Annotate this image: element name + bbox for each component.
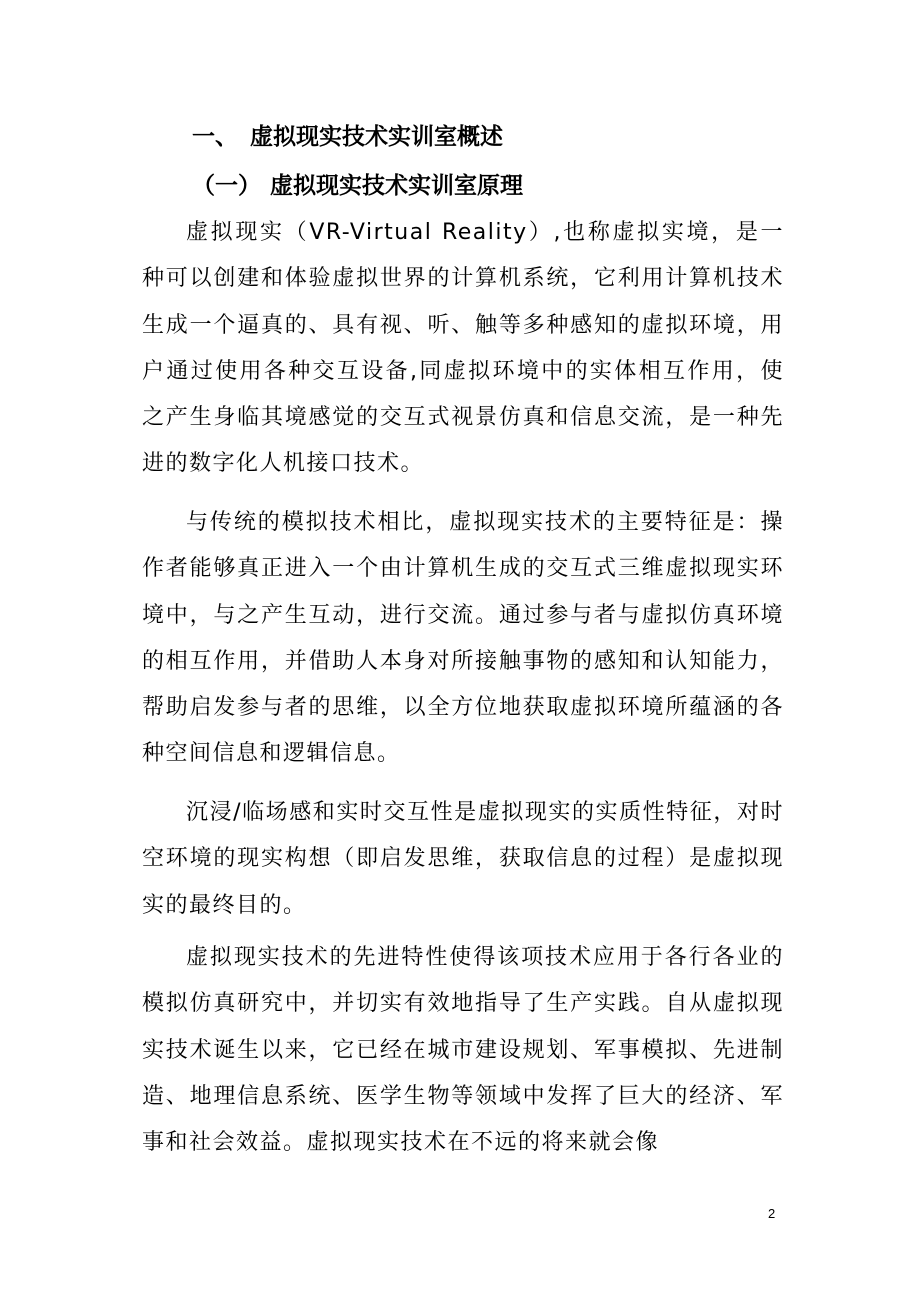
subsection-heading <box>192 169 523 203</box>
page-number: 2 <box>768 1206 776 1221</box>
paragraph-vr-definition: 虚拟现实（VR-Virtual Reality）,也称虚拟实境，是一种可以创建和体验虚拟世界的计算机系统，它利用计算机技术生成一个逼真的、具有视、听、触等多种感知的虚拟环境，用户通过使用各种交互设备,同虚拟环境中的实体相互作用，使之产生身临其境感觉的交互式视景仿真和信息交流，是一种先进的数字化人机接口技术。 <box>142 220 784 477</box>
subsection-title: 虚拟现实技术实训室原理 <box>270 173 523 199</box>
paragraph-vr-essence: 沉浸/临场感和实时交互性是虚拟现实的实质性特征，对时空环境的现实构想（即启发思维，获取信息的过程）是虚拟现实的最终目的。 <box>142 800 784 918</box>
section-title: 虚拟现实技术实训室概述 <box>250 124 503 150</box>
paragraph-vr-features: 与传统的模拟技术相比，虚拟现实技术的主要特征是：操作者能够真正进入一个由计算机生成的交互式三维虚拟现实环境中，与之产生互动，进行交流。通过参与者与虚拟仿真环境的相互作用，并借助人本身对所接触事物的感知和认知能力，帮助启发参与者的思维，以全方位地获取虚拟环境所蕴涵的各种空间信息和逻辑信息。 <box>142 510 784 767</box>
section-heading <box>192 120 503 154</box>
section-number: 一、 <box>192 124 238 150</box>
paragraph-vr-applications: 虚拟现实技术的先进特性使得该项技术应用于各行各业的模拟仿真研究中，并切实有效地指导了生产实践。自从虚拟现实技术诞生以来，它已经在城市建设规划、军事模拟、先进制造、地理信息系统、医学生物等领域中发挥了巨大的经济、军事和社会效益。虚拟现实技术在不远的将来就会像 <box>142 945 784 1156</box>
subsection-number: （一） <box>192 173 261 199</box>
